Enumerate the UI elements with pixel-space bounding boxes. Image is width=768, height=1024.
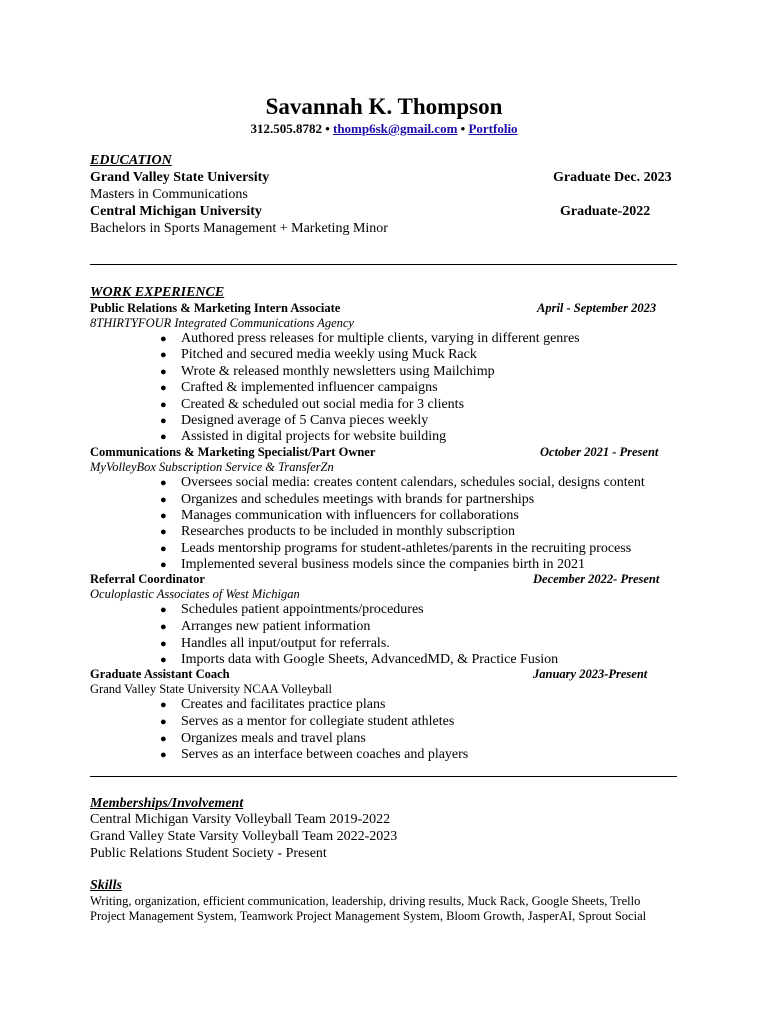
contact-line (0, 121, 768, 137)
bullet-icon: ● (160, 604, 167, 616)
job-bullet: ● Arranges new patient information (160, 619, 371, 634)
education-school: Grand Valley State University (90, 170, 270, 185)
education-school: Central Michigan University (90, 204, 262, 219)
skills-heading: Skills (90, 878, 122, 893)
job-title: Communications & Marketing Specialist/Part Owner (90, 445, 376, 459)
job-bullet: ● Organizes and schedules meetings with brands for partnerships (160, 492, 535, 507)
phone-number: 312.505.8782 (250, 121, 322, 136)
job-date: January 2023-Present (533, 667, 648, 681)
job-bullet: ● Oversees social media: creates content calendars, schedules social, designs content (160, 475, 645, 490)
portfolio-link[interactable]: Portfolio (468, 121, 518, 136)
membership-item: Central Michigan Varsity Volleyball Team 2019-2022 (90, 812, 391, 827)
candidate-name: Savannah K. Thompson (265, 94, 503, 119)
job-bullet: ● Serves as an interface between coaches and players (160, 747, 469, 762)
bullet-icon: ● (160, 638, 167, 650)
bullet-icon: ● (160, 510, 167, 522)
section-divider (90, 264, 677, 265)
education-date: Graduate-2022 (560, 204, 651, 219)
bullet-icon: ● (160, 366, 167, 378)
work-heading: WORK EXPERIENCE (90, 285, 225, 300)
skills-line: Writing, organization, efficient communication, leadership, driving results, Muck Rack, Google Sheets, Trello (90, 894, 641, 908)
job-bullet: ● Wrote & released monthly newsletters using Mailchimp (160, 364, 495, 379)
bullet-icon: ● (160, 716, 167, 728)
bullet-icon: ● (160, 654, 167, 666)
job-bullet: ● Assisted in digital projects for website building (160, 429, 447, 444)
job-bullet: ● Researches products to be included in monthly subscription (160, 524, 515, 539)
section-divider (90, 776, 677, 777)
job-title: Graduate Assistant Coach (90, 667, 230, 681)
job-bullet: ● Handles all input/output for referrals. (160, 636, 390, 651)
bullet-icon: ● (160, 349, 167, 361)
email-link[interactable]: thomp6sk@gmail.com (333, 121, 458, 136)
job-organization: 8THIRTYFOUR Integrated Communications Agency (90, 316, 354, 330)
job-bullet: ● Designed average of 5 Canva pieces weekly (160, 413, 429, 428)
bullet-icon: ● (160, 333, 167, 345)
job-bullet: ● Organizes meals and travel plans (160, 731, 366, 746)
education-degree: Bachelors in Sports Management + Marketing Minor (90, 221, 388, 236)
separator: • (325, 121, 330, 136)
education-heading: EDUCATION (90, 153, 172, 168)
bullet-icon: ● (160, 559, 167, 571)
job-bullet: ● Creates and facilitates practice plans (160, 697, 386, 712)
bullet-icon: ● (160, 415, 167, 427)
bullet-icon: ● (160, 733, 167, 745)
job-bullet: ● Serves as a mentor for collegiate student athletes (160, 714, 455, 729)
bullet-icon: ● (160, 431, 167, 443)
job-bullet: ● Created & scheduled out social media for 3 clients (160, 397, 465, 412)
job-bullet: ● Authored press releases for multiple clients, varying in different genres (160, 331, 580, 346)
job-bullet: ● Crafted & implemented influencer campaigns (160, 380, 438, 395)
membership-item: Public Relations Student Society - Present (90, 846, 327, 861)
bullet-icon: ● (160, 382, 167, 394)
bullet-icon: ● (160, 526, 167, 538)
job-bullet: ● Implemented several business models since the companies birth in 2021 (160, 557, 585, 572)
bullet-icon: ● (160, 749, 167, 761)
job-bullet: ● Imports data with Google Sheets, AdvancedMD, & Practice Fusion (160, 652, 559, 667)
bullet-icon: ● (160, 494, 167, 506)
job-organization: Oculoplastic Associates of West Michigan (90, 587, 300, 601)
membership-item: Grand Valley State Varsity Volleyball Team 2022-2023 (90, 829, 398, 844)
skills-line: Project Management System, Teamwork Project Management System, Bloom Growth, JasperAI, Sprout Social (90, 909, 647, 923)
memberships-heading: Memberships/Involvement (90, 796, 244, 811)
bullet-icon: ● (160, 543, 167, 555)
job-bullet: ● Manages communication with influencers for collaborations (160, 508, 519, 523)
job-date: October 2021 - Present (540, 445, 659, 459)
job-bullet: ● Pitched and secured media weekly using Muck Rack (160, 347, 477, 362)
job-title: Public Relations & Marketing Intern Associate (90, 301, 341, 315)
bullet-icon: ● (160, 621, 167, 633)
separator: • (460, 121, 466, 136)
job-date: April - September 2023 (537, 301, 657, 315)
job-bullet: ● Leads mentorship programs for student-athletes/parents in the recruiting process (160, 541, 632, 556)
job-bullet: ● Schedules patient appointments/procedures (160, 602, 424, 617)
bullet-icon: ● (160, 699, 167, 711)
job-title: Referral Coordinator (90, 572, 205, 586)
education-date: Graduate Dec. 2023 (553, 170, 672, 185)
job-date: December 2022- Present (533, 572, 660, 586)
bullet-icon: ● (160, 399, 167, 411)
bullet-icon: ● (160, 477, 167, 489)
education-degree: Masters in Communications (90, 187, 248, 202)
job-organization: MyVolleyBox Subscription Service & TransferZn (90, 460, 334, 474)
job-organization: Grand Valley State University NCAA Volleyball (90, 682, 332, 696)
